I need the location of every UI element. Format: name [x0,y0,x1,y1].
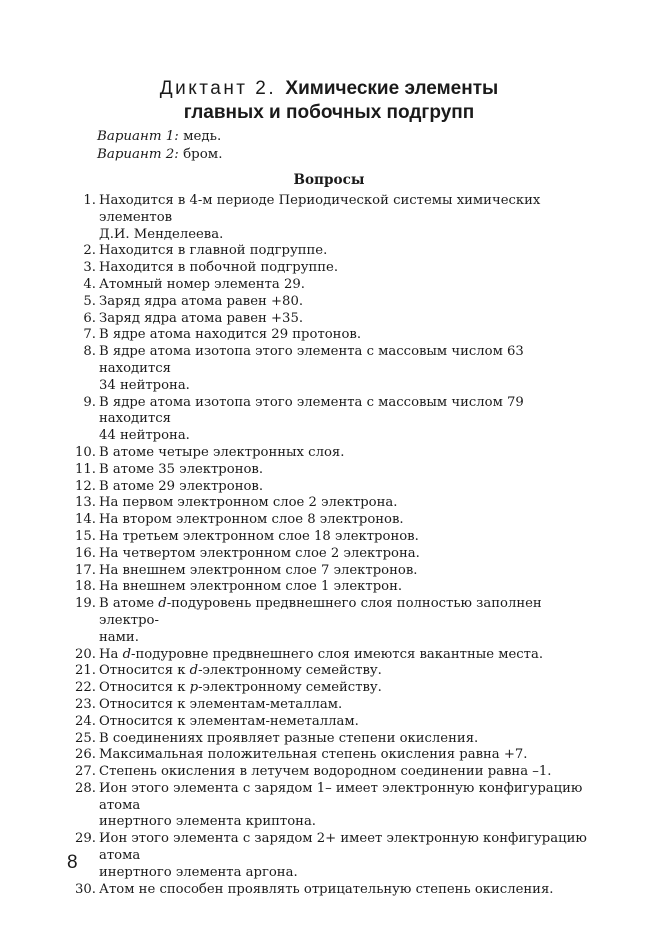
question-line: Относится к элементам-неметаллам. [99,713,359,729]
variant-label: Вариант 1: [97,129,179,144]
question-text [99,680,592,697]
page-title [0,77,658,125]
question-number: 26. [75,747,96,763]
question-number: 6. [83,310,96,326]
question-text [99,260,592,277]
page-number: 8 [67,852,78,873]
question-text [99,882,592,899]
question-number: 19. [75,596,96,612]
variant-line [97,146,222,164]
question-text [99,781,592,831]
question-number: 9. [83,394,96,410]
question-text [99,243,592,260]
question-line: Максимальная положительная степень окисления равна +7. [99,747,528,763]
question-item [72,831,592,881]
question-text [99,579,592,596]
question-number: 28. [75,780,96,796]
question-line: В ядре атома изотопа этого элемента с массовым числом 63 находится [99,344,524,376]
question-number: 18. [75,579,96,595]
question-text [99,764,592,781]
question-item [72,546,592,563]
question-text [99,697,592,714]
question-item [72,747,592,764]
question-line: нами. [99,629,139,645]
variant-label: Вариант 2: [97,147,179,162]
question-item [72,663,592,680]
question-item [72,882,592,899]
question-item [72,243,592,260]
question-text [99,311,592,328]
question-line: На втором электронном слое 8 электронов. [99,512,404,528]
question-item [72,731,592,748]
question-text [99,462,592,479]
question-text [99,445,592,462]
question-line: Относится к d-электронному семейству. [99,663,382,679]
question-number: 7. [83,327,96,343]
question-text [99,647,592,664]
question-text [99,193,592,243]
question-text [99,344,592,394]
question-number: 10. [75,444,96,460]
question-line: На d-подуровне предвнешнего слоя имеются вакантные места. [99,646,544,662]
questions-list [72,193,592,898]
question-text [99,529,592,546]
question-number: 23. [75,696,96,712]
question-number: 12. [75,478,96,494]
question-number: 1. [83,193,96,208]
title-line-2: главных и побочных подгрупп [183,102,475,123]
question-number: 17. [75,562,96,578]
question-text [99,294,592,311]
question-line: На первом электронном слое 2 электрона. [99,495,398,511]
question-number: 14. [75,512,96,528]
question-number: 24. [75,713,96,729]
question-text [99,731,592,748]
question-text [99,714,592,731]
question-item [72,680,592,697]
question-line: Находится в главной подгруппе. [99,243,328,259]
question-line: Ион этого элемента с зарядом 2+ имеет электронную конфигурацию атома [99,831,587,864]
question-item [72,445,592,462]
question-item [72,647,592,664]
question-line: Ион этого элемента с зарядом 1– имеет электронную конфигурацию атома [99,780,583,813]
question-item [72,512,592,529]
question-item [72,294,592,311]
question-line: Заряд ядра атома равен +80. [99,293,304,309]
question-line: На третьем электронном слое 18 электронов. [99,528,419,544]
variants-block [97,128,222,164]
question-text [99,596,592,646]
questions-heading: Вопросы [293,172,365,188]
question-item [72,193,592,243]
question-item [72,327,592,344]
question-item [72,781,592,831]
question-line: инертного элемента криптона. [99,814,317,830]
question-number: 20. [75,646,96,662]
question-item [72,344,592,394]
question-line: В атоме 35 электронов. [99,461,264,477]
question-item [72,579,592,596]
question-line: Заряд ядра атома равен +35. [99,310,304,326]
question-item [72,563,592,580]
variant-value: бром. [183,147,223,162]
question-line: 44 нейтрона. [99,428,190,444]
question-item [72,479,592,496]
question-text [99,563,592,580]
question-line: Находится в 4-м периоде Периодической системы химических элементов [99,193,541,225]
variant-value: медь. [183,129,222,144]
question-item [72,697,592,714]
question-text [99,479,592,496]
question-number: 4. [83,276,96,292]
question-line: В атоме четыре электронных слоя. [99,444,345,460]
question-line: инертного элемента аргона. [99,864,298,880]
question-item [72,495,592,512]
question-text [99,546,592,563]
question-number: 25. [75,730,96,746]
question-line: Степень окисления в летучем водородном соединении равна –1. [99,764,552,780]
question-line: На четвертом электронном слое 2 электрона. [99,545,420,561]
question-line: Относится к элементам-металлам. [99,696,343,712]
question-text [99,747,592,764]
question-text [99,512,592,529]
question-number: 29. [75,831,96,847]
question-line: На внешнем электронном слое 7 электронов. [99,562,418,578]
question-item [72,462,592,479]
question-text [99,327,592,344]
question-line: В соединениях проявляет разные степени окисления. [99,730,479,746]
question-text [99,663,592,680]
variant-line [97,128,222,146]
question-text [99,277,592,294]
question-line: Относится к p-электронному семейству. [99,680,382,696]
question-number: 30. [75,881,96,897]
question-number: 27. [75,764,96,780]
question-number: 16. [75,545,96,561]
question-line: В атоме 29 электронов. [99,478,264,494]
title-main: Химические элементы [285,78,499,99]
question-item [72,311,592,328]
question-item [72,596,592,646]
question-line: В ядре атома изотопа этого элемента с массовым числом 79 находится [99,394,524,427]
question-number: 21. [75,663,96,679]
question-item [72,529,592,546]
question-item [72,260,592,277]
question-text [99,831,592,881]
question-item [72,764,592,781]
question-text [99,495,592,512]
question-number: 8. [83,344,96,360]
question-line: В ядре атома находится 29 протонов. [99,327,362,343]
question-number: 13. [75,495,96,511]
question-line: 34 нейтрона. [99,377,190,393]
question-line: Д.И. Менделеева. [99,226,224,242]
question-line: Атом не способен проявлять отрицательную степень окисления. [99,881,554,897]
question-line: Атомный номер элемента 29. [99,276,305,292]
question-number: 2. [83,243,96,259]
question-number: 3. [83,260,96,276]
question-line: В атоме d-подуровень предвнешнего слоя полностью заполнен электро- [99,596,542,628]
question-number: 11. [75,461,96,477]
question-line: На внешнем электронном слое 1 электрон. [99,579,403,595]
question-line: Находится в побочной подгруппе. [99,260,339,276]
question-text [99,395,592,445]
title-line-1 [0,77,658,101]
question-item [72,277,592,294]
question-number: 5. [83,293,96,309]
question-number: 15. [75,528,96,544]
question-item [72,714,592,731]
question-number: 22. [75,680,96,696]
question-item [72,395,592,445]
title-lead: Диктант 2. [159,78,277,99]
